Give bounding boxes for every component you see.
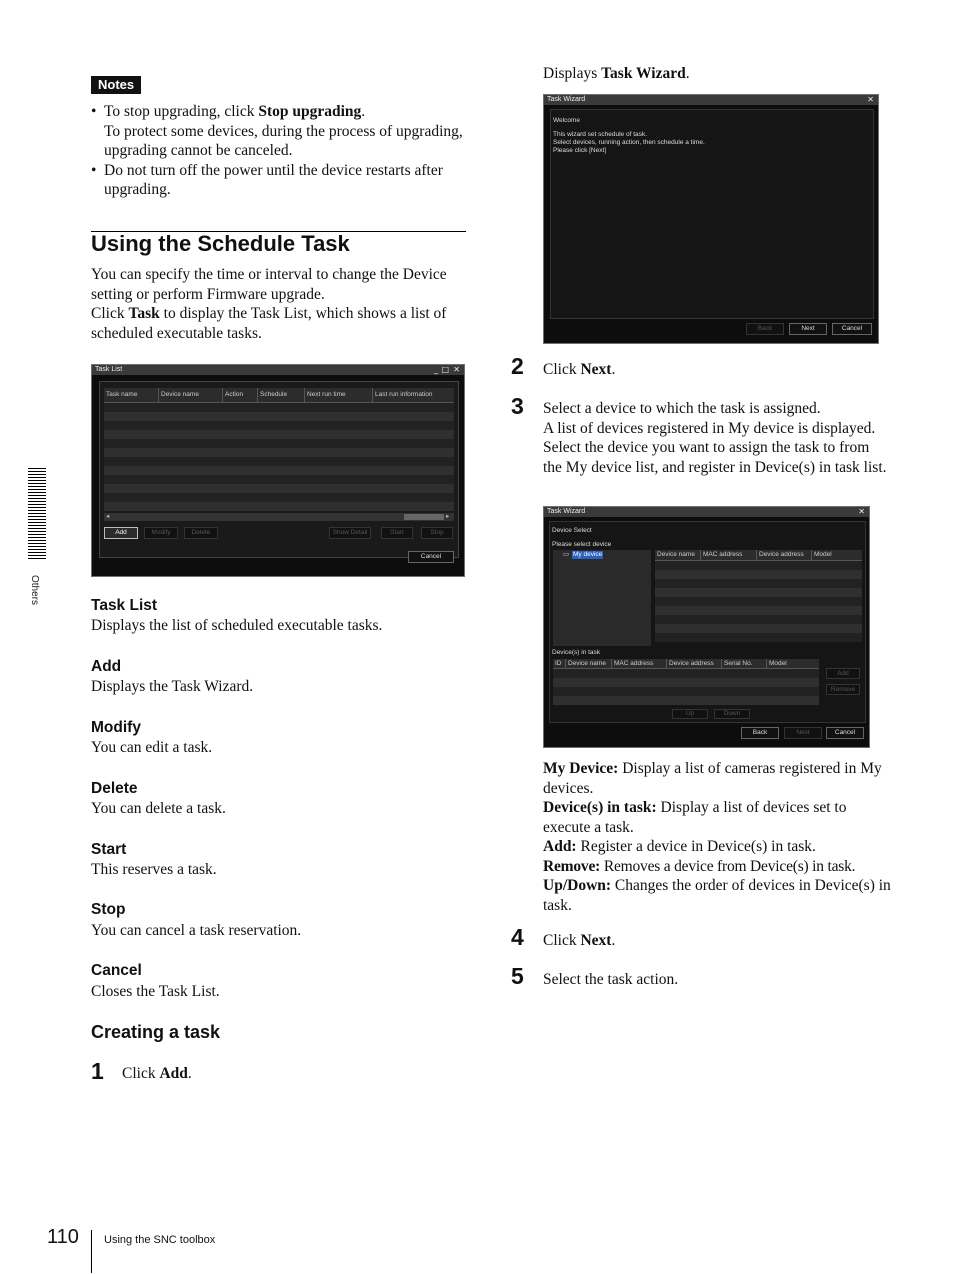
table-row[interactable] bbox=[104, 421, 454, 430]
def-desc-cancel: Closes the Task List. bbox=[91, 983, 220, 1000]
table-row[interactable] bbox=[655, 588, 862, 597]
table-row[interactable] bbox=[553, 678, 819, 687]
def-term-stop: Stop bbox=[91, 901, 126, 918]
col-schedule[interactable]: Schedule bbox=[258, 388, 305, 402]
table-row[interactable] bbox=[655, 633, 862, 642]
table-row[interactable] bbox=[104, 475, 454, 484]
task-list-panel bbox=[99, 381, 459, 558]
note-item-1: • To stop upgrading, click Stop upgrading. To protect some devices, during the process of upgrading, upgrading cannot be canceled. bbox=[91, 102, 471, 161]
def-term-task-list: Task List bbox=[91, 597, 158, 614]
show-detail-button[interactable]: Show Detail bbox=[329, 527, 371, 539]
def-term-delete: Delete bbox=[91, 780, 138, 797]
step-5-number: 5 bbox=[511, 963, 524, 989]
device-select-heading: Device Select bbox=[552, 527, 592, 534]
cancel-button[interactable]: Cancel bbox=[832, 323, 872, 335]
step-1-number: 1 bbox=[91, 1058, 104, 1084]
horizontal-scrollbar[interactable] bbox=[104, 513, 454, 521]
desc-add: Add: Register a device in Device(s) in task. bbox=[543, 838, 816, 855]
col-action[interactable]: Action bbox=[223, 388, 258, 402]
device-select-descriptions bbox=[543, 759, 893, 915]
table-row[interactable] bbox=[553, 696, 819, 705]
task-list-header bbox=[104, 388, 454, 403]
my-device-tree[interactable] bbox=[553, 550, 651, 646]
running-title: Using the SNC toolbox bbox=[104, 1234, 216, 1246]
table-row[interactable] bbox=[655, 597, 862, 606]
device-select-titlebar: Task Wizard bbox=[544, 507, 869, 517]
col-serial-no[interactable]: Serial No. bbox=[722, 659, 767, 668]
maximize-icon[interactable]: □ bbox=[441, 365, 449, 374]
table-row[interactable] bbox=[655, 606, 862, 615]
table-row[interactable] bbox=[655, 579, 862, 588]
down-button[interactable]: Down bbox=[714, 709, 750, 719]
col-device-name[interactable]: Device name bbox=[566, 659, 612, 668]
desc-my-device: My Device: Display a list of cameras registered in My devices. bbox=[543, 760, 882, 797]
device-select-prompt: Please select device bbox=[552, 541, 612, 548]
task-list-titlebar: Task List bbox=[92, 365, 464, 375]
scroll-right-icon[interactable]: ▸ bbox=[446, 513, 450, 520]
back-button[interactable]: Back bbox=[746, 323, 784, 335]
step-1-text: Click Add. bbox=[122, 1065, 192, 1082]
close-icon[interactable]: ✕ bbox=[453, 365, 460, 374]
col-last-run-information[interactable]: Last run information bbox=[375, 391, 433, 398]
stop-button[interactable]: Stop bbox=[421, 527, 453, 539]
minimize-icon[interactable]: _ bbox=[434, 365, 438, 374]
creating-task-heading: Creating a task bbox=[91, 1022, 221, 1042]
def-desc-delete: You can delete a task. bbox=[91, 800, 226, 817]
col-model[interactable]: Model bbox=[814, 551, 832, 558]
table-row[interactable] bbox=[104, 466, 454, 475]
delete-button[interactable]: Delete bbox=[184, 527, 218, 539]
devices-in-task-header bbox=[553, 659, 819, 669]
col-model[interactable]: Model bbox=[769, 660, 787, 667]
wizard-line-2: Select devices, running action, then schedule a time. bbox=[553, 139, 705, 146]
tree-item-my-device[interactable]: My device bbox=[573, 551, 603, 558]
device-list-header bbox=[655, 550, 862, 561]
close-icon[interactable]: ✕ bbox=[858, 507, 865, 516]
add-button[interactable]: Add bbox=[826, 668, 860, 679]
desc-devices-in-task: Device(s) in task: Display a list of devices set to execute a task. bbox=[543, 799, 847, 836]
scroll-left-icon[interactable]: ◂ bbox=[106, 513, 110, 520]
table-row[interactable] bbox=[553, 687, 819, 696]
task-list-window bbox=[91, 364, 465, 577]
table-row[interactable] bbox=[104, 484, 454, 493]
next-button[interactable]: Next bbox=[784, 727, 822, 739]
desc-remove: Remove: Removes a device from Device(s) in task. bbox=[543, 857, 856, 875]
wizard-line-3: Please click [Next] bbox=[553, 147, 607, 154]
step-4-text: Click Next. bbox=[543, 932, 616, 949]
chapter-thumb-tab bbox=[28, 468, 46, 560]
task-wizard-welcome-window bbox=[543, 94, 879, 344]
col-next-run-time[interactable]: Next run time bbox=[305, 388, 373, 402]
def-term-add: Add bbox=[91, 658, 122, 675]
step-5-text: Select the task action. bbox=[543, 971, 679, 988]
def-desc-stop: You can cancel a task reservation. bbox=[91, 922, 302, 939]
table-row[interactable] bbox=[655, 570, 862, 579]
wizard-welcome-heading: Welcome bbox=[553, 117, 580, 124]
col-device-name[interactable]: Device name bbox=[655, 550, 701, 560]
section-intro: You can specify the time or interval to change the Device setting or perform Firmware upgrade. Click Task to display the Task List, which shows a list of scheduled executable tasks. bbox=[91, 266, 447, 342]
table-row[interactable] bbox=[655, 615, 862, 624]
col-task-name[interactable]: Task name bbox=[104, 388, 159, 402]
table-row[interactable] bbox=[104, 448, 454, 457]
scrollbar-thumb[interactable] bbox=[404, 514, 444, 520]
table-row[interactable] bbox=[104, 493, 454, 502]
col-mac-address[interactable]: MAC address bbox=[701, 550, 757, 560]
col-id[interactable]: ID bbox=[553, 659, 566, 668]
def-term-start: Start bbox=[91, 841, 127, 858]
remove-button[interactable]: Remove bbox=[826, 684, 860, 695]
start-button[interactable]: Start bbox=[381, 527, 413, 539]
note-item-2: • Do not turn off the power until the device restarts after upgrading. bbox=[91, 161, 471, 200]
step-3-number: 3 bbox=[511, 393, 524, 419]
def-desc-modify: You can edit a task. bbox=[91, 739, 213, 756]
desc-up-down: Up/Down: Changes the order of devices in Device(s) in task. bbox=[543, 877, 891, 914]
notes-list bbox=[91, 102, 471, 200]
modify-button[interactable]: Modify bbox=[144, 527, 178, 539]
step-2-number: 2 bbox=[511, 353, 524, 379]
wizard-line-1: This wizard set schedule of task. bbox=[553, 131, 647, 138]
def-desc-add: Displays the Task Wizard. bbox=[91, 678, 254, 695]
displays-task-wizard-text: Displays Task Wizard. bbox=[543, 65, 690, 82]
col-mac-address[interactable]: MAC address bbox=[612, 659, 667, 668]
table-row[interactable] bbox=[655, 561, 862, 570]
cancel-button[interactable]: Cancel bbox=[826, 727, 864, 739]
footer-rule bbox=[91, 1230, 92, 1273]
table-row[interactable] bbox=[655, 624, 862, 633]
task-wizard-device-select-window bbox=[543, 506, 870, 748]
def-desc-start: This reserves a task. bbox=[91, 861, 217, 878]
device-select-panel bbox=[549, 521, 866, 723]
note-item-1-continued: To protect some devices, during the process of upgrading, upgrading cannot be canceled. bbox=[104, 122, 463, 159]
step-4-number: 4 bbox=[511, 924, 524, 950]
notes-badge: Notes bbox=[91, 76, 141, 94]
def-term-cancel: Cancel bbox=[91, 962, 142, 979]
col-device-address[interactable]: Device address bbox=[667, 659, 722, 668]
table-row[interactable] bbox=[104, 430, 454, 439]
chapter-side-label: Others bbox=[29, 575, 40, 606]
devices-in-task-label: Device(s) in task bbox=[552, 649, 601, 656]
col-device-address[interactable]: Device address bbox=[757, 550, 812, 560]
step-3-text: Select a device to which the task is assigned. A list of devices registered in My device is displayed. Select the device you want to assign the task to from the My device list, and register in Device(s) in task list. bbox=[543, 400, 887, 476]
back-button[interactable]: Back bbox=[741, 727, 779, 739]
add-button[interactable]: Add bbox=[104, 527, 138, 539]
table-row[interactable] bbox=[104, 412, 454, 421]
cancel-button[interactable]: Cancel bbox=[408, 551, 454, 563]
table-row[interactable] bbox=[553, 669, 819, 678]
close-icon[interactable]: ✕ bbox=[867, 95, 874, 104]
page-number: 110 bbox=[47, 1226, 79, 1248]
next-button[interactable]: Next bbox=[789, 323, 827, 335]
table-row[interactable] bbox=[104, 502, 454, 511]
def-term-modify: Modify bbox=[91, 719, 141, 736]
folder-icon: ▭ bbox=[563, 551, 570, 558]
task-wizard-titlebar: Task Wizard bbox=[544, 95, 878, 105]
col-device-name[interactable]: Device name bbox=[159, 388, 223, 402]
step-2-text: Click Next. bbox=[543, 361, 616, 378]
section-title: Using the Schedule Task bbox=[91, 231, 350, 256]
table-row[interactable] bbox=[104, 457, 454, 466]
wizard-content-panel bbox=[550, 109, 874, 319]
table-row[interactable] bbox=[104, 439, 454, 448]
up-button[interactable]: Up bbox=[672, 709, 708, 719]
table-row[interactable] bbox=[104, 403, 454, 412]
def-desc-task-list: Displays the list of scheduled executable tasks. bbox=[91, 617, 383, 634]
